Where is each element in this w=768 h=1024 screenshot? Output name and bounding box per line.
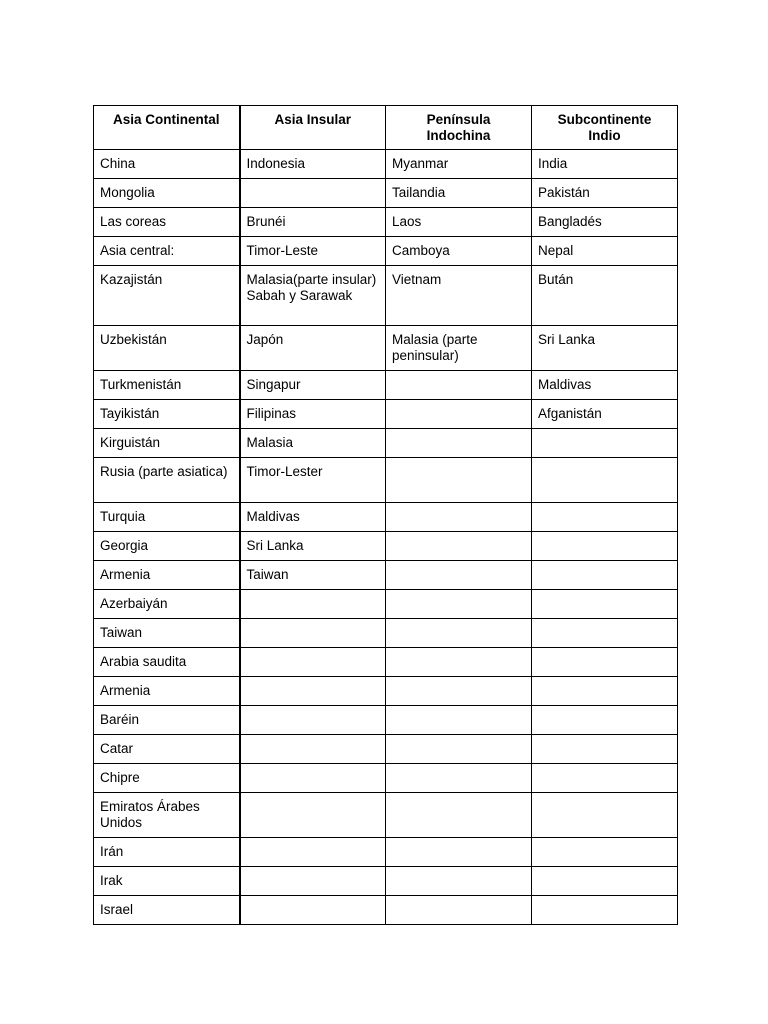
table-row <box>94 400 678 429</box>
table-row <box>94 867 678 896</box>
table-cell <box>532 896 678 925</box>
table-cell <box>240 179 386 208</box>
header-row <box>94 106 678 150</box>
table-row <box>94 896 678 925</box>
table-cell <box>532 867 678 896</box>
table-cell <box>532 706 678 735</box>
table-cell: Turkmenistán <box>94 371 240 400</box>
table-cell <box>386 503 532 532</box>
table-cell: Las coreas <box>94 208 240 237</box>
table-cell <box>240 793 386 838</box>
table-cell <box>386 867 532 896</box>
table-cell <box>532 648 678 677</box>
table-row <box>94 793 678 838</box>
table-row <box>94 371 678 400</box>
table-row <box>94 532 678 561</box>
table-cell: India <box>532 150 678 179</box>
table-cell: Turquia <box>94 503 240 532</box>
table-cell: Tailandia <box>386 179 532 208</box>
table-row <box>94 458 678 503</box>
table-cell <box>532 532 678 561</box>
table-cell: Irak <box>94 867 240 896</box>
table-cell: Armenia <box>94 677 240 706</box>
table-row <box>94 208 678 237</box>
table-cell <box>240 619 386 648</box>
table-row <box>94 503 678 532</box>
table-row <box>94 764 678 793</box>
table-cell: Sri Lanka <box>240 532 386 561</box>
table-cell: Timor-Lester <box>240 458 386 503</box>
table-row <box>94 648 678 677</box>
table-cell <box>386 896 532 925</box>
table-cell <box>240 677 386 706</box>
table-cell: Laos <box>386 208 532 237</box>
table-row <box>94 838 678 867</box>
table-cell: Vietnam <box>386 266 532 326</box>
table-cell <box>532 561 678 590</box>
table-row <box>94 706 678 735</box>
table-cell <box>386 838 532 867</box>
table-cell: Rusia (parte asiatica) <box>94 458 240 503</box>
table-cell: Azerbaiyán <box>94 590 240 619</box>
table-cell <box>386 764 532 793</box>
table-cell: Emiratos Árabes Unidos <box>94 793 240 838</box>
table-cell <box>240 735 386 764</box>
table-cell <box>386 590 532 619</box>
table-row <box>94 619 678 648</box>
table-cell <box>386 706 532 735</box>
table-cell: Bután <box>532 266 678 326</box>
table-cell: Pakistán <box>532 179 678 208</box>
table-cell: Maldivas <box>532 371 678 400</box>
table-cell <box>532 590 678 619</box>
table-cell <box>240 764 386 793</box>
table-cell <box>532 503 678 532</box>
table-cell: Malasia(parte insular) Sabah y Sarawak <box>240 266 386 326</box>
table-cell: Israel <box>94 896 240 925</box>
table-cell <box>532 838 678 867</box>
table-cell: Sri Lanka <box>532 326 678 371</box>
table-cell <box>386 619 532 648</box>
table-row <box>94 150 678 179</box>
table-body <box>94 150 678 925</box>
table-cell: Irán <box>94 838 240 867</box>
table-cell: Taiwan <box>240 561 386 590</box>
table-cell: Malasia (parte peninsular) <box>386 326 532 371</box>
table-cell <box>240 706 386 735</box>
table-row <box>94 590 678 619</box>
asia-regions-table <box>93 105 678 925</box>
table-cell: Malasia <box>240 429 386 458</box>
table-cell: Japón <box>240 326 386 371</box>
table-cell <box>386 400 532 429</box>
table-row <box>94 677 678 706</box>
table-cell: China <box>94 150 240 179</box>
header-asia-insular: Asia Insular <box>240 106 386 150</box>
table-cell <box>386 458 532 503</box>
table-cell: Taiwan <box>94 619 240 648</box>
table-cell: Arabia saudita <box>94 648 240 677</box>
table-cell <box>386 532 532 561</box>
table-row <box>94 237 678 266</box>
table-header <box>94 106 678 150</box>
table-row <box>94 561 678 590</box>
table-cell: Bangladés <box>532 208 678 237</box>
table-cell: Kirguistán <box>94 429 240 458</box>
table-cell <box>532 619 678 648</box>
table-cell: Timor-Leste <box>240 237 386 266</box>
table-cell: Catar <box>94 735 240 764</box>
table-cell <box>240 590 386 619</box>
table-cell: Tayikistán <box>94 400 240 429</box>
table-cell: Myanmar <box>386 150 532 179</box>
table-cell: Armenia <box>94 561 240 590</box>
table-cell <box>386 677 532 706</box>
table-cell: Chipre <box>94 764 240 793</box>
table-row <box>94 429 678 458</box>
table-cell <box>532 458 678 503</box>
table-cell: Nepal <box>532 237 678 266</box>
table-row <box>94 735 678 764</box>
header-asia-continental: Asia Continental <box>94 106 240 150</box>
table-row <box>94 266 678 326</box>
table-cell: Indonesia <box>240 150 386 179</box>
header-subcontinente-indio: Subcontinente Indio <box>532 106 678 150</box>
header-peninsula-indochina: Península Indochina <box>386 106 532 150</box>
table-cell: Mongolia <box>94 179 240 208</box>
table-cell <box>240 838 386 867</box>
table-cell <box>532 429 678 458</box>
table-cell: Maldivas <box>240 503 386 532</box>
table-cell <box>386 561 532 590</box>
table-cell <box>386 735 532 764</box>
table-cell: Filipinas <box>240 400 386 429</box>
table-cell <box>532 677 678 706</box>
table-cell: Kazajistán <box>94 266 240 326</box>
table-row <box>94 179 678 208</box>
table-cell <box>240 867 386 896</box>
table-cell: Asia central: <box>94 237 240 266</box>
table-cell <box>532 764 678 793</box>
table-cell: Brunéi <box>240 208 386 237</box>
table-cell: Singapur <box>240 371 386 400</box>
table-cell <box>532 793 678 838</box>
table-cell <box>386 371 532 400</box>
table-cell <box>386 429 532 458</box>
table-cell: Georgia <box>94 532 240 561</box>
table-row <box>94 326 678 371</box>
table-cell: Afganistán <box>532 400 678 429</box>
table-cell <box>386 793 532 838</box>
table-cell: Uzbekistán <box>94 326 240 371</box>
table-cell: Camboya <box>386 237 532 266</box>
table-cell <box>532 735 678 764</box>
table-cell <box>240 896 386 925</box>
table-cell <box>240 648 386 677</box>
table-cell <box>386 648 532 677</box>
table-cell: Baréin <box>94 706 240 735</box>
